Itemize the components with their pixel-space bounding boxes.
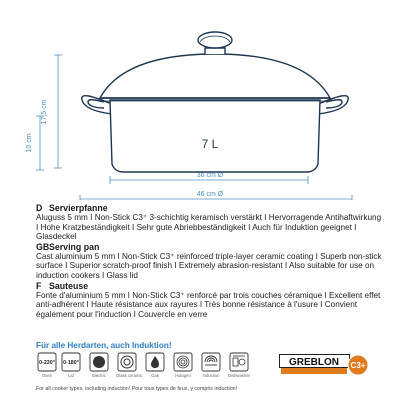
section-title: Servierpfanne: [49, 203, 108, 213]
greblon-logo: [279, 354, 369, 378]
height-label: 17,5 cm: [41, 99, 48, 125]
section-de: [36, 203, 384, 242]
product-descriptions: [36, 203, 384, 319]
volume-label: 7 L: [201, 137, 219, 151]
inner-height-label: 10 cm: [26, 133, 33, 153]
section-title: Sauteuse: [49, 280, 89, 291]
induction-hob-icon: Induction: [200, 352, 222, 378]
overall-width-label: 46 cm Ø: [196, 191, 224, 198]
height-dimension: [54, 55, 62, 168]
bottom-diameter-label: 36 cm Ø: [196, 172, 224, 179]
oven-temperature-icon: 0-230° Oven: [36, 352, 58, 378]
section-text: Aluguss 5 mm I Non-Stick C3⁺ 3-schichtig keramisch verstärkt I Hervorragende Antihaftwirkung I Hohe Kratzbeständigkeit I Sehr gute Abriebbeständigkeit I Auch für Induktion geeignet I Glasdeckel: [36, 213, 382, 242]
language-code: F: [36, 280, 42, 291]
pan-outline: [82, 32, 348, 172]
lid-temperature-icon: 0-180° Lid: [60, 352, 82, 378]
electric-hob-icon: Electric: [88, 352, 110, 378]
section-title: Serving pan: [49, 241, 100, 252]
section-text: Fonte d'aluminium 5 mm I Non-Stick C3⁺ renforcé par trois couches céramique I Excellent effet anti-adhérent I Haute résistance aux rayures I Très bonne résistance à l'usure I Convient également pour l'induction I Couvercle en verre: [36, 290, 381, 319]
svg-text:0-230°: 0-230°: [39, 360, 55, 366]
gas-hob-icon: Gas: [144, 352, 166, 378]
section-fr: [36, 281, 384, 320]
section-gb: [36, 242, 384, 281]
svg-text:0-180°: 0-180°: [63, 360, 79, 366]
footer-note: For all cooker types, including induction! Pour tous types de feux, y compris induction!: [36, 386, 238, 392]
language-code: D: [36, 203, 43, 213]
dishwasher-icon: Dishwasher: [228, 352, 250, 378]
section-text: Cast aluminium 5 mm I Non-Stick C3⁺ reinforced triple-layer ceramic coating I Superb non-stick surface I Superior scratch-proof finish I Extremely abrasion-resistant I Also suitable for use on induction cookers I Glass lid: [36, 251, 382, 280]
suitability-icons: [36, 352, 282, 386]
svg-text:C3+: C3+: [350, 361, 366, 370]
language-code: GB: [36, 241, 50, 252]
svg-text:GREBLON: GREBLON: [289, 357, 339, 368]
glass-ceramic-hob-icon: Glass ceramic: [116, 352, 138, 378]
promo-text: Für alle Herdarten, auch Induktion!: [36, 341, 172, 350]
halogen-hob-icon: Halogen: [172, 352, 194, 378]
